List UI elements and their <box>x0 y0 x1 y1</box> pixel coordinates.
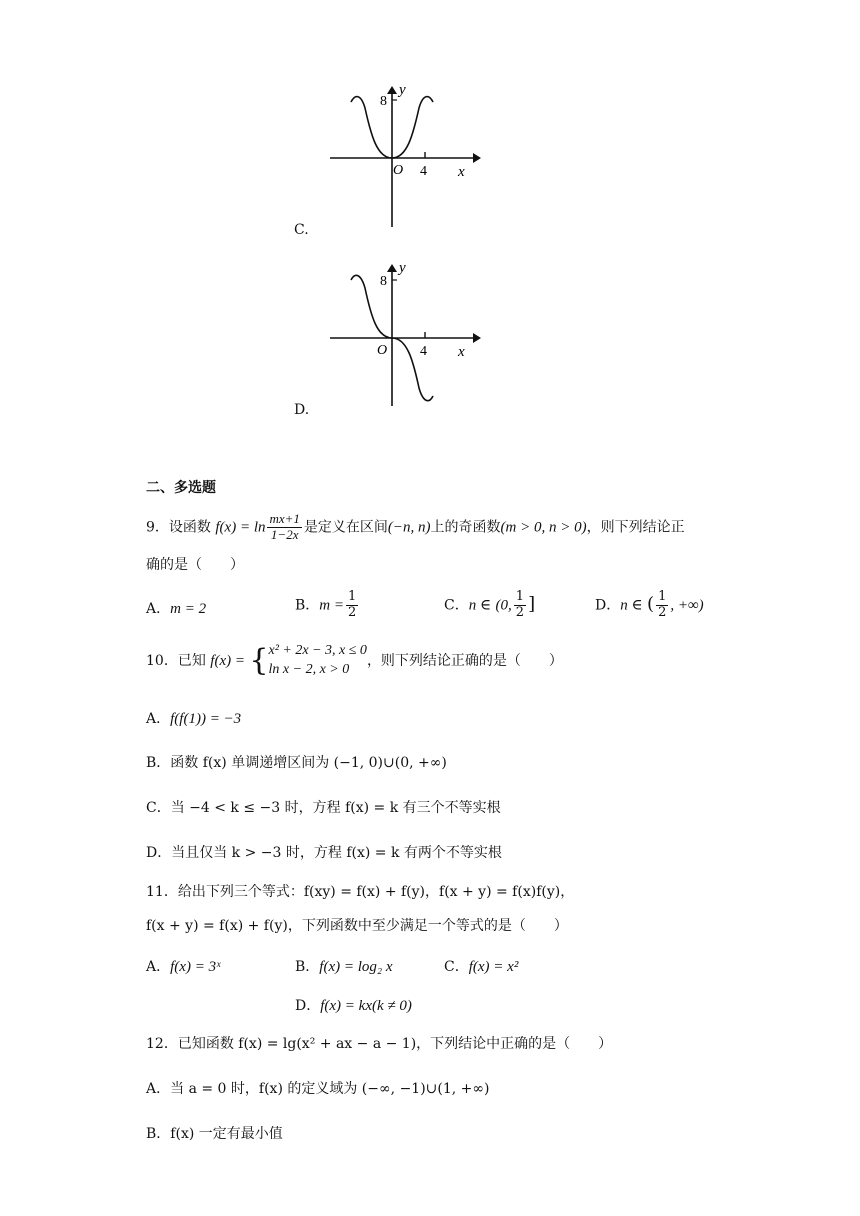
q11-option-a[interactable] <box>146 958 220 976</box>
q9-line2: 确的是（ ） <box>146 557 244 573</box>
q11-option-b[interactable] <box>295 958 393 976</box>
q11-option-a-text: f(x) = 3ˣ <box>170 959 221 975</box>
q9-option-b-frac-den: 2 <box>348 604 357 620</box>
q9-cond: (m > 0, n > 0) <box>500 519 587 536</box>
q9-post: ，则下列结论正 <box>586 519 685 536</box>
q11-number: 11． <box>146 884 178 900</box>
q9-frac-den: 1−2x <box>270 526 299 542</box>
graph-c-x-label: x <box>458 164 465 180</box>
q9-option-a[interactable] <box>146 598 206 618</box>
q9-option-c-open: (0, <box>495 597 512 614</box>
q9-option-c-close: ] <box>528 593 536 615</box>
q11-option-a-key: A． <box>146 959 171 975</box>
q9-fraction <box>267 512 301 543</box>
q9-option-c[interactable] <box>444 590 535 621</box>
q9-option-d-frac <box>656 590 668 621</box>
q10-option-b[interactable] <box>146 755 447 772</box>
q10-option-c-key: C． <box>146 800 171 816</box>
graph-d-origin: O <box>377 343 388 358</box>
q9-option-d[interactable] <box>595 590 704 621</box>
q10-case1: x² + 2x − 3, x ≤ 0 <box>268 643 367 658</box>
q12-option-b[interactable] <box>146 1126 283 1143</box>
q10-option-a-key: A． <box>146 711 171 727</box>
graph-d-x-label: x <box>458 344 465 360</box>
q9-number: 9． <box>146 519 169 536</box>
q12-option-b-key: B． <box>146 1126 171 1142</box>
graph-c-y-tick: 8 <box>380 94 387 109</box>
q9-option-c-frac-num: 1 <box>515 589 525 604</box>
graph-d-y-tick: 8 <box>380 274 387 289</box>
q9-option-c-key: C． <box>444 597 469 614</box>
q9-option-d-key: D． <box>595 597 621 614</box>
q11-option-c-key: C． <box>444 959 469 975</box>
q9-fx: f(x) = ln <box>215 519 266 536</box>
q11-option-b-text: f(x) = log₂ x <box>319 959 393 975</box>
q12-option-b-text: f(x) 一定有最小值 <box>170 1126 283 1142</box>
graph-d-y-label: y <box>399 260 406 276</box>
graph-d-option-label: D. <box>294 402 310 418</box>
q9-option-c-frac-den: 2 <box>515 604 525 620</box>
q9-option-b-key: B． <box>295 597 320 614</box>
q9-option-b[interactable] <box>295 590 360 621</box>
q9-mid: 是定义在区间 <box>303 519 388 536</box>
q12-option-a-text: 当 a = 0 时，f(x) 的定义域为 (−∞, −1)∪(1, +∞) <box>170 1081 490 1097</box>
q9-option-d-frac-num: 1 <box>658 589 667 604</box>
graph-c <box>325 80 485 232</box>
q10-line1 <box>146 642 563 680</box>
section-title: 二、多选题 <box>146 480 216 496</box>
q12-number: 12． <box>146 1036 178 1052</box>
q12-line1 <box>146 1036 612 1053</box>
q10-option-a[interactable] <box>146 710 241 728</box>
q11-option-b-key: B． <box>295 959 320 975</box>
q9-mid2: 上的奇函数 <box>430 519 501 536</box>
q9-option-d-close: , +∞) <box>670 597 704 614</box>
q11-option-c[interactable] <box>444 958 518 976</box>
graph-d-x-tick: 4 <box>420 344 427 359</box>
q9-option-a-key: A． <box>146 601 171 617</box>
q9-frac-num: mx+1 <box>269 511 300 526</box>
graph-c-y-label: y <box>399 82 406 98</box>
q11-line1 <box>146 884 574 901</box>
q10-option-b-text: 函数 f(x) 单调递增区间为 (−1, 0)∪(0, +∞) <box>170 755 447 771</box>
q9-option-b-frac-num: 1 <box>348 589 357 604</box>
q12-option-a[interactable] <box>146 1081 490 1098</box>
graph-c-x-tick: 4 <box>420 164 427 179</box>
q9-option-c-text: n ∈ <box>468 597 492 614</box>
q10-option-c-text: 当 −4 < k ≤ −3 时，方程 f(x) = k 有三个不等实根 <box>170 800 501 816</box>
q10-case2: ln x − 2, x > 0 <box>268 661 350 677</box>
q10-brace: { <box>249 642 269 678</box>
q10-option-d-text: 当且仅当 k > −3 时，方程 f(x) = k 有两个不等实根 <box>171 845 502 861</box>
q10-option-d[interactable] <box>146 845 502 862</box>
graph-d <box>325 258 485 410</box>
q10-option-b-key: B． <box>146 755 171 771</box>
q10-option-d-key: D． <box>146 845 172 861</box>
graph-d-figure <box>325 258 485 410</box>
graph-c-origin: O <box>393 163 404 178</box>
q9-option-b-frac <box>346 590 358 621</box>
q10-cases <box>269 642 367 680</box>
q11-option-c-text: f(x) = x² <box>468 959 519 975</box>
q10-post: ，则下列结论正确的是（ ） <box>366 652 563 669</box>
q10-fx: f(x) = <box>210 652 245 669</box>
q9-option-c-frac <box>514 590 526 621</box>
q12-option-a-key: A． <box>146 1081 171 1097</box>
q11-line1-text: 给出下列三个等式：f(xy) = f(x) + f(y)，f(x + y) = f(x)f(y)， <box>177 884 575 900</box>
q11-option-d[interactable] <box>295 997 412 1015</box>
q12-line1-text: 已知函数 f(x) = lg(x² + ax − a − 1)，下列结论中正确的是（ ） <box>177 1036 613 1052</box>
q9-pre: 设函数 <box>168 519 211 536</box>
graph-c-figure <box>325 80 485 232</box>
q9-option-d-frac-den: 2 <box>658 604 667 620</box>
q10-option-a-text: f(f(1)) = −3 <box>170 711 242 727</box>
q10-number: 10． <box>146 652 178 669</box>
q10-option-c[interactable] <box>146 800 501 817</box>
q11-line2: f(x + y) = f(x) + f(y)，下列函数中至少满足一个等式的是（ ） <box>146 918 568 934</box>
q11-option-d-key: D． <box>295 998 321 1014</box>
q9-option-b-text: m = <box>319 597 345 614</box>
q9-interval: (−n, n) <box>387 519 431 536</box>
q10-pre: 已知 <box>177 652 206 669</box>
q9-option-d-text: n ∈ <box>620 597 643 614</box>
q11-option-d-text: f(x) = kx(k ≠ 0) <box>320 998 412 1014</box>
graph-c-option-label: C. <box>294 222 309 238</box>
q9-option-a-text: m = 2 <box>170 601 207 617</box>
q9-option-d-open: ( <box>647 593 655 615</box>
q9-line1 <box>146 512 685 543</box>
